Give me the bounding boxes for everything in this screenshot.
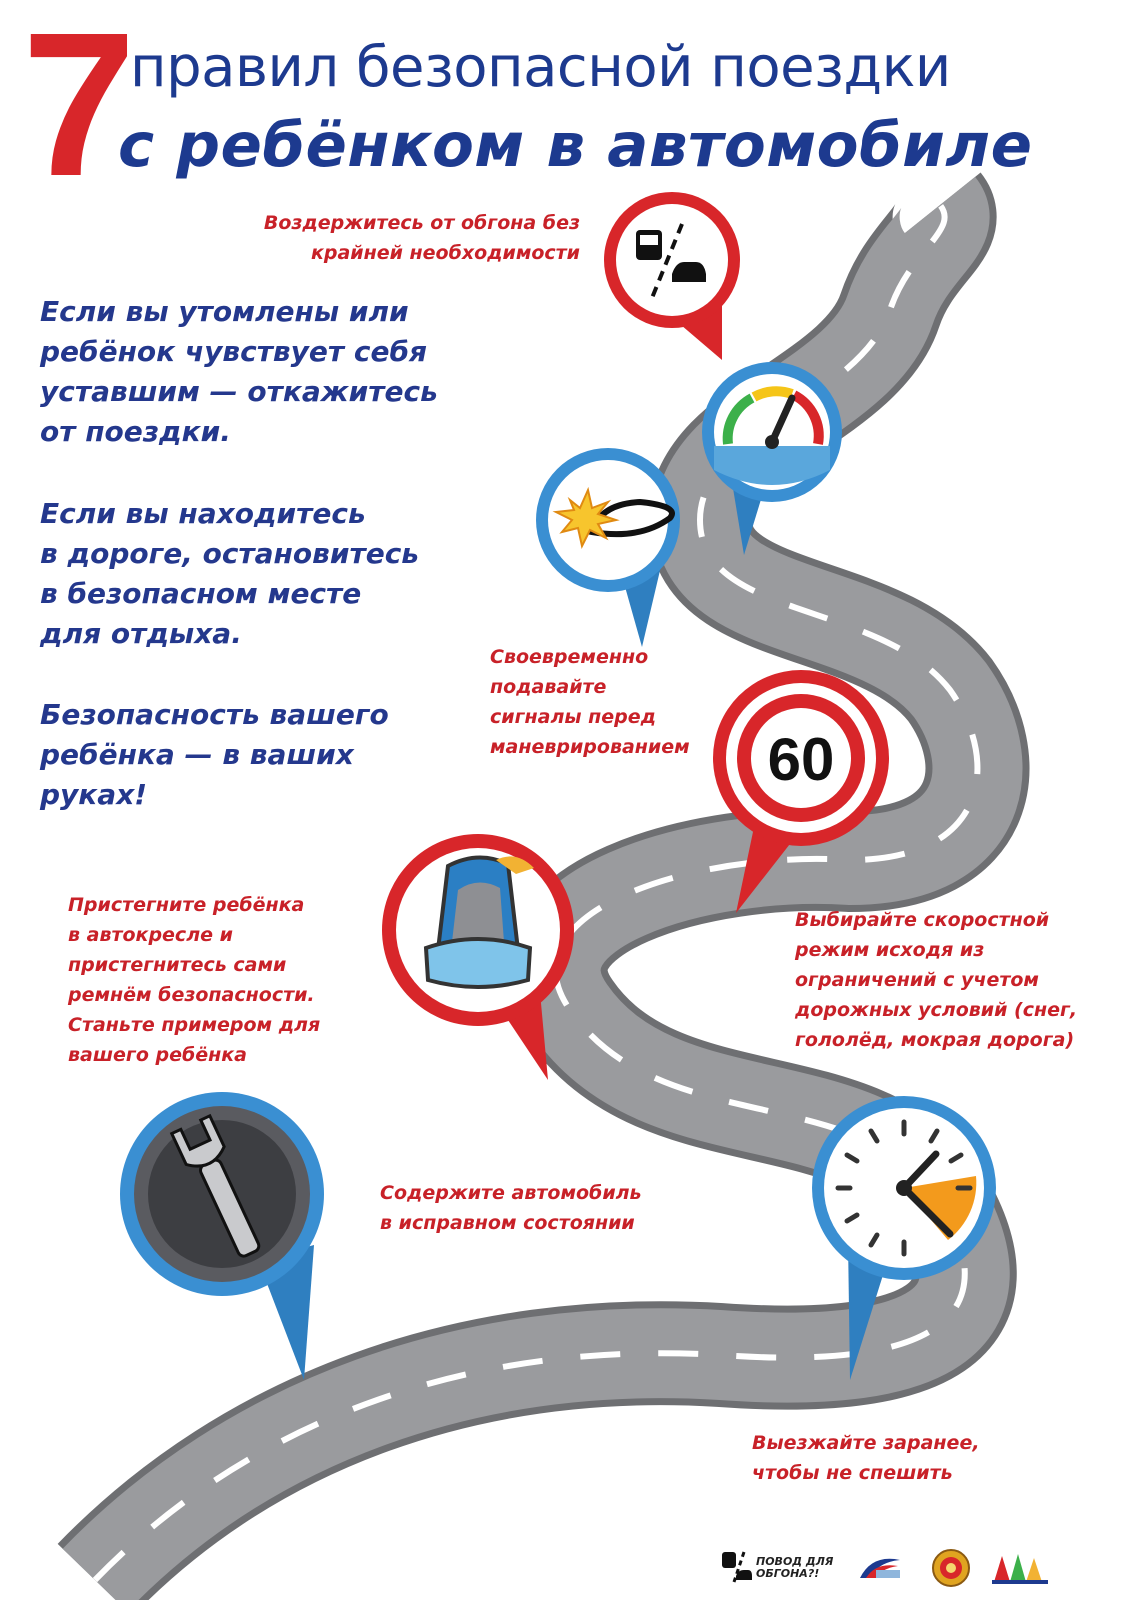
- main-text-line: уставшим — откажитесь: [40, 375, 438, 408]
- pin-child-seat: [378, 830, 578, 1085]
- tip-speed: [795, 905, 1077, 1055]
- main-text-line: ребёнка — в ваших: [40, 738, 354, 771]
- pin-turn-signal: [530, 442, 690, 652]
- title-line-2: с ребёнком в автомобиле: [118, 110, 1033, 181]
- tip-line: пристегнитесь сами: [68, 954, 287, 976]
- pin-speedometer: [700, 360, 850, 560]
- tip-line: Содержите автомобиль: [380, 1182, 642, 1204]
- tip-signals: [490, 642, 690, 762]
- tip-line: Воздержитесь от обгона без: [263, 212, 580, 234]
- tip-line: подавайте: [490, 676, 607, 698]
- tip-overtake: [258, 208, 580, 268]
- tip-line: ремнём безопасности.: [68, 984, 315, 1006]
- tip-line: режим исходя из: [795, 939, 985, 961]
- tip-seatbelt: [68, 890, 320, 1070]
- speed-limit-60-icon: 60: [767, 726, 835, 793]
- main-text-line: ребёнок чувствует себя: [40, 335, 427, 368]
- main-text-line: в дороге, остановитесь: [40, 537, 419, 570]
- tip-line: дорожных условий (снег,: [795, 999, 1078, 1021]
- tip-line: гололёд, мокрая дорога): [795, 1029, 1075, 1051]
- main-text-line: Безопасность вашего: [40, 698, 389, 731]
- title-line-1: правил безопасной поездки: [130, 35, 951, 100]
- rsa-logo-icon: [856, 1554, 902, 1582]
- logo-strip: [720, 1548, 1080, 1588]
- pin-clock: [808, 1080, 1008, 1385]
- main-text-line: Если вы находитесь: [40, 497, 366, 530]
- tip-line: крайней необходимости: [310, 242, 580, 264]
- tip-line: чтобы не спешить: [752, 1462, 953, 1484]
- tip-line: Станьте примером для: [68, 1014, 321, 1036]
- povod-logo-text: [756, 1556, 833, 1580]
- main-text-line: руках!: [40, 778, 148, 811]
- main-text-line: в безопасном месте: [40, 577, 362, 610]
- povod-logo-line: ОБГОНА?!: [756, 1567, 820, 1580]
- ddd-logo-icon: [992, 1550, 1052, 1586]
- main-text-block-3: [40, 695, 470, 815]
- main-text-block-2: [40, 494, 470, 654]
- title-number: 7: [22, 0, 137, 219]
- tip-line: сигналы перед: [490, 706, 657, 728]
- tip-line: Выезжайте заранее,: [752, 1432, 980, 1454]
- tip-line: в автокресле и: [68, 924, 233, 946]
- pin-speed-limit: [708, 668, 898, 918]
- tip-line: Своевременно: [490, 646, 649, 668]
- tip-line: маневрированием: [490, 736, 690, 758]
- tip-line: в исправном состоянии: [380, 1212, 635, 1234]
- tip-line: Выбирайте скоростной: [795, 909, 1050, 931]
- tip-line: Пристегните ребёнка: [68, 894, 305, 916]
- povod-logo-icon: [720, 1550, 752, 1584]
- main-text-block-1: [40, 292, 470, 452]
- main-text-line: для отдыха.: [40, 617, 242, 650]
- main-text-line: от поездки.: [40, 415, 231, 448]
- gibdd-emblem-icon: [930, 1548, 972, 1588]
- povod-logo-line: ПОВОД ДЛЯ: [756, 1555, 834, 1568]
- tip-line: вашего ребёнка: [68, 1044, 247, 1066]
- tip-maintain: [380, 1178, 642, 1238]
- main-text-line: Если вы утомлены или: [40, 295, 409, 328]
- tip-line: ограничений с учетом: [795, 969, 1039, 991]
- tip-early: [752, 1428, 980, 1488]
- pin-wrench: [118, 1090, 328, 1385]
- pin-overtake: [600, 190, 750, 365]
